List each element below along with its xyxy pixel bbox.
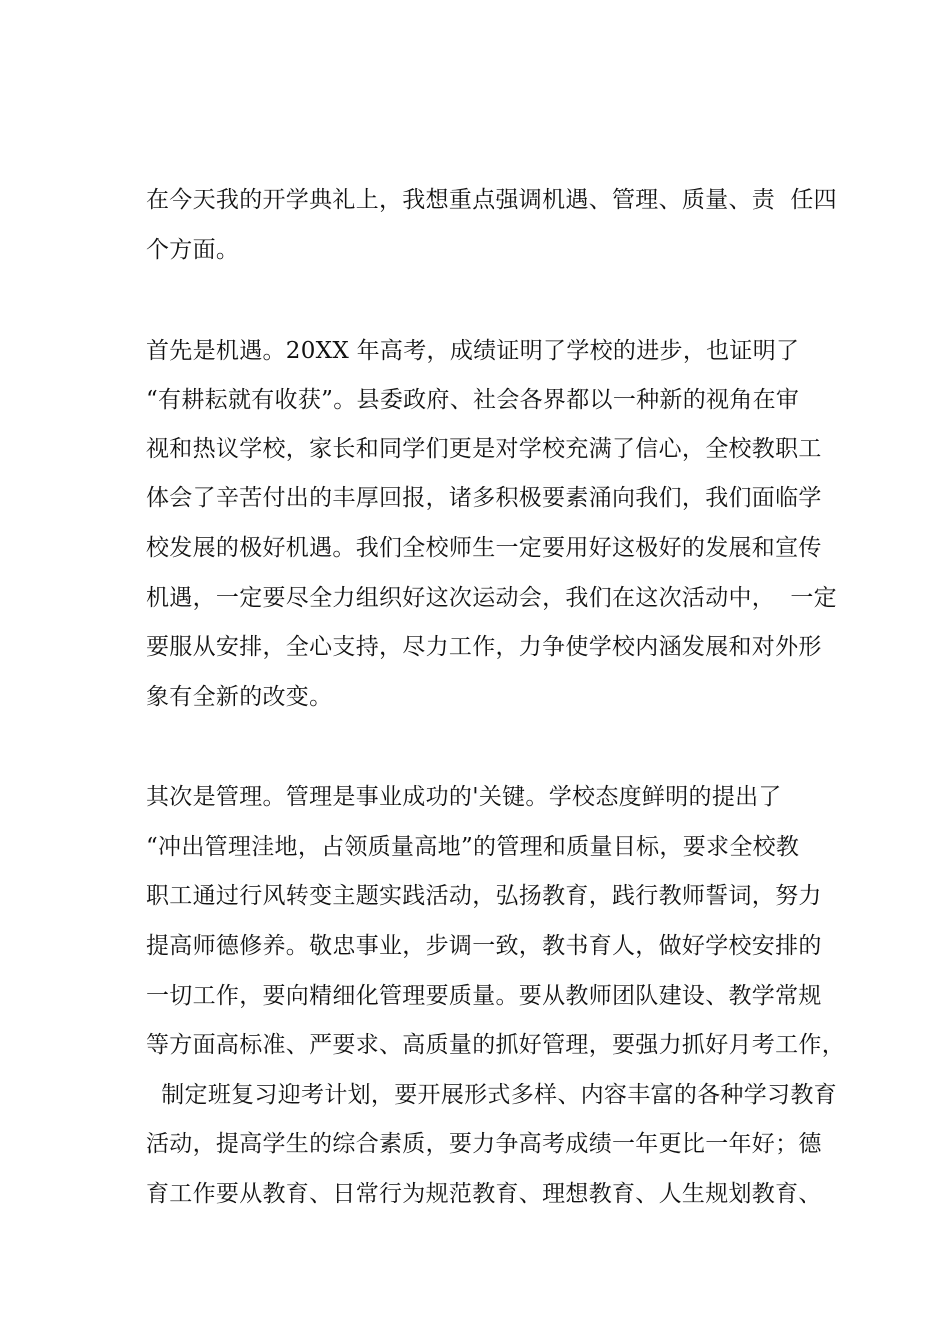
text-line: 要服从安排，全心支持，尽力工作，力争使学校内涵发展和对外形 (146, 634, 822, 660)
text-line: 校发展的极好机遇。我们全校师生一定要用好这极好的发展和宣传 (146, 535, 822, 561)
text-line: 制定班复习迎考计划，要开展形式多样、内容丰富的各种学习教育 (146, 1082, 837, 1108)
text-line: 象有全新的改变。 (146, 684, 333, 710)
text-line: “有耕耘就有收获”。县委政府、社会各界都以一种新的视角在审 (146, 387, 800, 413)
text-line: 体会了辛苦付出的丰厚回报，诸多积极要素涌向我们，我们面临学 (146, 485, 822, 511)
text-line: 其次是管理。管理是事业成功的'关键。学校态度鲜明的提出了 (146, 784, 782, 810)
text-line: “冲出管理洼地，占领质量高地”的管理和质量目标，要求全校教 (146, 834, 800, 860)
text-line: 首先是机遇。20XX 年高考，成绩证明了学校的进步，也证明了 (146, 338, 800, 364)
text-line: 个方面。 (146, 237, 240, 263)
text-line: 提高师德修养。敬忠事业，步调一致，教书育人，做好学校安排的 (146, 933, 822, 959)
text-line: 等方面高标准、严要求、高质量的抓好管理，要强力抓好月考工作， (146, 1032, 845, 1058)
text-line: 职工通过行风转变主题实践活动，弘扬教育，践行教师誓词，努力 (146, 883, 822, 909)
text-line: 在今天我的开学典礼上，我想重点强调机遇、管理、质量、责 任四 (146, 187, 837, 213)
text-line: 机遇，一定要尽全力组织好这次运动会，我们在这次活动中， 一定 (146, 585, 837, 611)
text-line: 视和热议学校，家长和同学们更是对学校充满了信心，全校教职工 (146, 436, 822, 462)
text-line: 一切工作，要向精细化管理要质量。要从教师团队建设、教学常规 (146, 983, 822, 1009)
text-line: 活动，提高学生的综合素质，要力争高考成绩一年更比一年好；德 (146, 1131, 822, 1157)
text-line: 育工作要从教育、日常行为规范教育、理想教育、人生规划教育、 (146, 1181, 822, 1207)
